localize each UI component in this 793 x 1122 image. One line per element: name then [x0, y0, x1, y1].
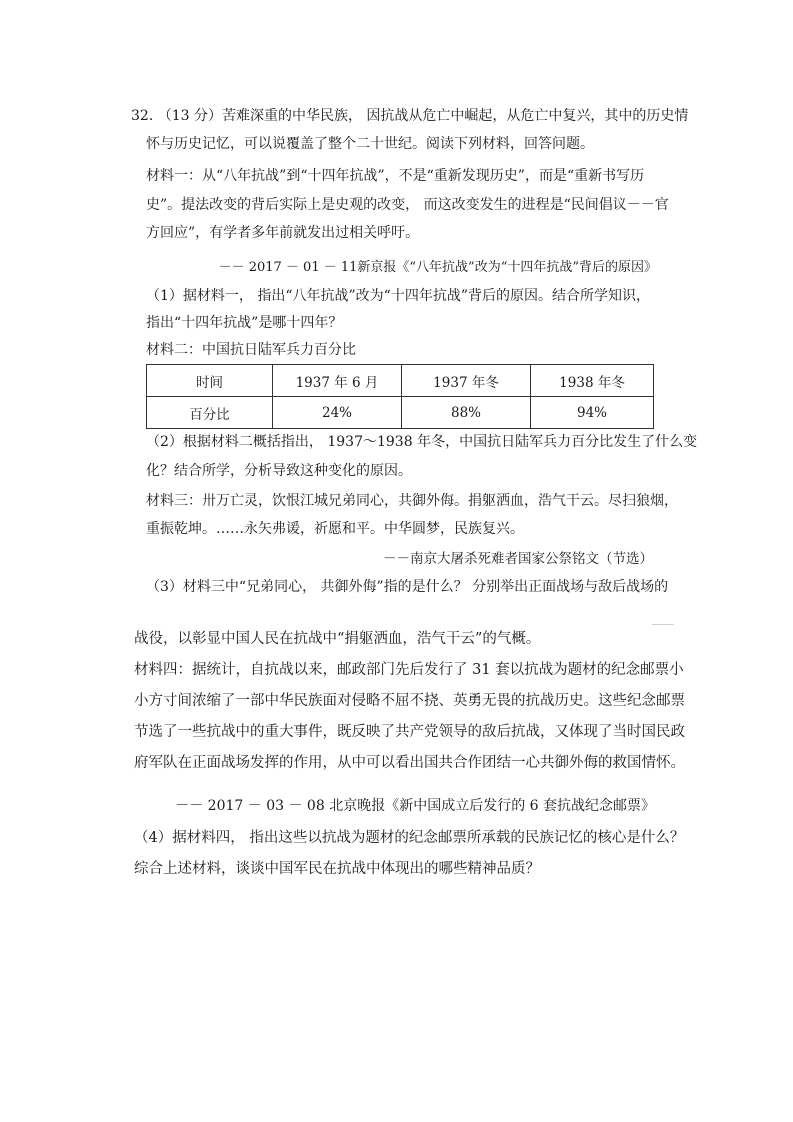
- question-2-line2: 化？结合所学，分析导致这种变化的原因。: [146, 463, 412, 479]
- table-cell: 1937 年冬: [402, 365, 531, 397]
- question-stem-line2: 怀与历史记忆，可以说覆盖了整个二十世纪。阅读下列材料，回答问题。: [146, 136, 594, 152]
- material-4-line2: 小方寸间浓缩了一部中华民族面对侵略不屈不挠、英勇无畏的抗战历史。这些纪念邮票: [134, 693, 685, 709]
- table-cell: 百分比: [147, 397, 273, 429]
- table-cell: 1938 年冬: [531, 365, 654, 397]
- material-3-source: －－南京大屠杀死难者国家公祭铭文（节选）: [383, 551, 653, 567]
- material-3-line2: 重振乾坤。……永矢弗谖，祈愿和平。中华圆梦，民族复兴。: [146, 521, 524, 537]
- material-1-source: －－ 2017 － 01 － 11新京报《“八年抗战”改为“十四年抗战”背后的原因》: [218, 260, 657, 275]
- material-4-line3: 节选了一些抗战中的重大事件，既反映了共产党领导的敌后抗战，又体现了当时国民政: [134, 724, 685, 740]
- question-4-line2: 综合上述材料，谈谈中国军民在抗战中体现出的哪些精神品质？: [134, 861, 540, 877]
- question-1-line2: 指出“十四年抗战”是哪十四年？: [146, 315, 343, 331]
- material-3-line1: 材料三：卅万亡灵，饮恨江城兄弟同心，共御外侮。捐躯洒血，浩气干云。尽扫狼烟，: [146, 493, 678, 509]
- material-2-title: 材料二：中国抗日陆军兵力百分比: [146, 342, 356, 358]
- question-2-line1: （2）根据材料二概括指出， 1937～1938 年冬，中国抗日陆军兵力百分比发生了什么变: [146, 434, 698, 450]
- troop-percentage-table: [146, 364, 654, 429]
- question-stem-line1: 32. （13 分）苦难深重的中华民族， 因抗战从危亡中崛起，从危亡中复兴，其中的历史情: [131, 108, 689, 124]
- question-4-line1: （4）据材料四， 指出这些以抗战为题材的纪念邮票所承载的民族记忆的核心是什么？: [134, 830, 685, 846]
- table-cell: 88%: [402, 397, 531, 429]
- table-cell: 1937 年 6 月: [273, 365, 402, 397]
- material-4-source: －－ 2017 － 03 － 08 北京晚报《新中国成立后发行的 6 套抗战纪念邮票》: [175, 798, 655, 814]
- question-1-line1: （1）据材料一， 指出“八年抗战”改为“十四年抗战”背后的原因。结合所学知识，: [146, 288, 650, 304]
- table-cell: 24%: [273, 397, 402, 429]
- question-3-line1: （3）材料三中“兄弟同心， 共御外侮”指的是什么？ 分别举出正面战场与敌后战场的: [146, 579, 669, 595]
- material-1-line2: 史”。提法改变的背后实际上是史观的改变， 而这改变发生的进程是“民间倡议－－官: [146, 197, 669, 213]
- material-4-line4: 府军队在正面战场发挥的作用，从中可以看出国共合作团结一心共御外侮的救国情怀。: [134, 755, 685, 771]
- table-row: [147, 397, 654, 429]
- material-4-line1: 材料四：据统计，自抗战以来，邮政部门先后发行了 31 套以抗战为题材的纪念邮票小: [134, 662, 684, 678]
- material-1-line1: 材料一：从“八年抗战”到“十四年抗战”，不是“重新发现历史”，而是“重新书写历: [146, 168, 645, 184]
- table-cell: 94%: [531, 397, 654, 429]
- material-1-line3: 方回应”，有学者多年前就发出过相关呼吁。: [146, 225, 420, 241]
- table-header-row: [147, 365, 654, 397]
- question-3-line2: 战役，以彰显中国人民在抗战中“捐躯洒血，浩气干云”的气概。: [134, 631, 541, 647]
- table-cell: 时间: [147, 365, 273, 397]
- page-break-mark: [652, 624, 674, 625]
